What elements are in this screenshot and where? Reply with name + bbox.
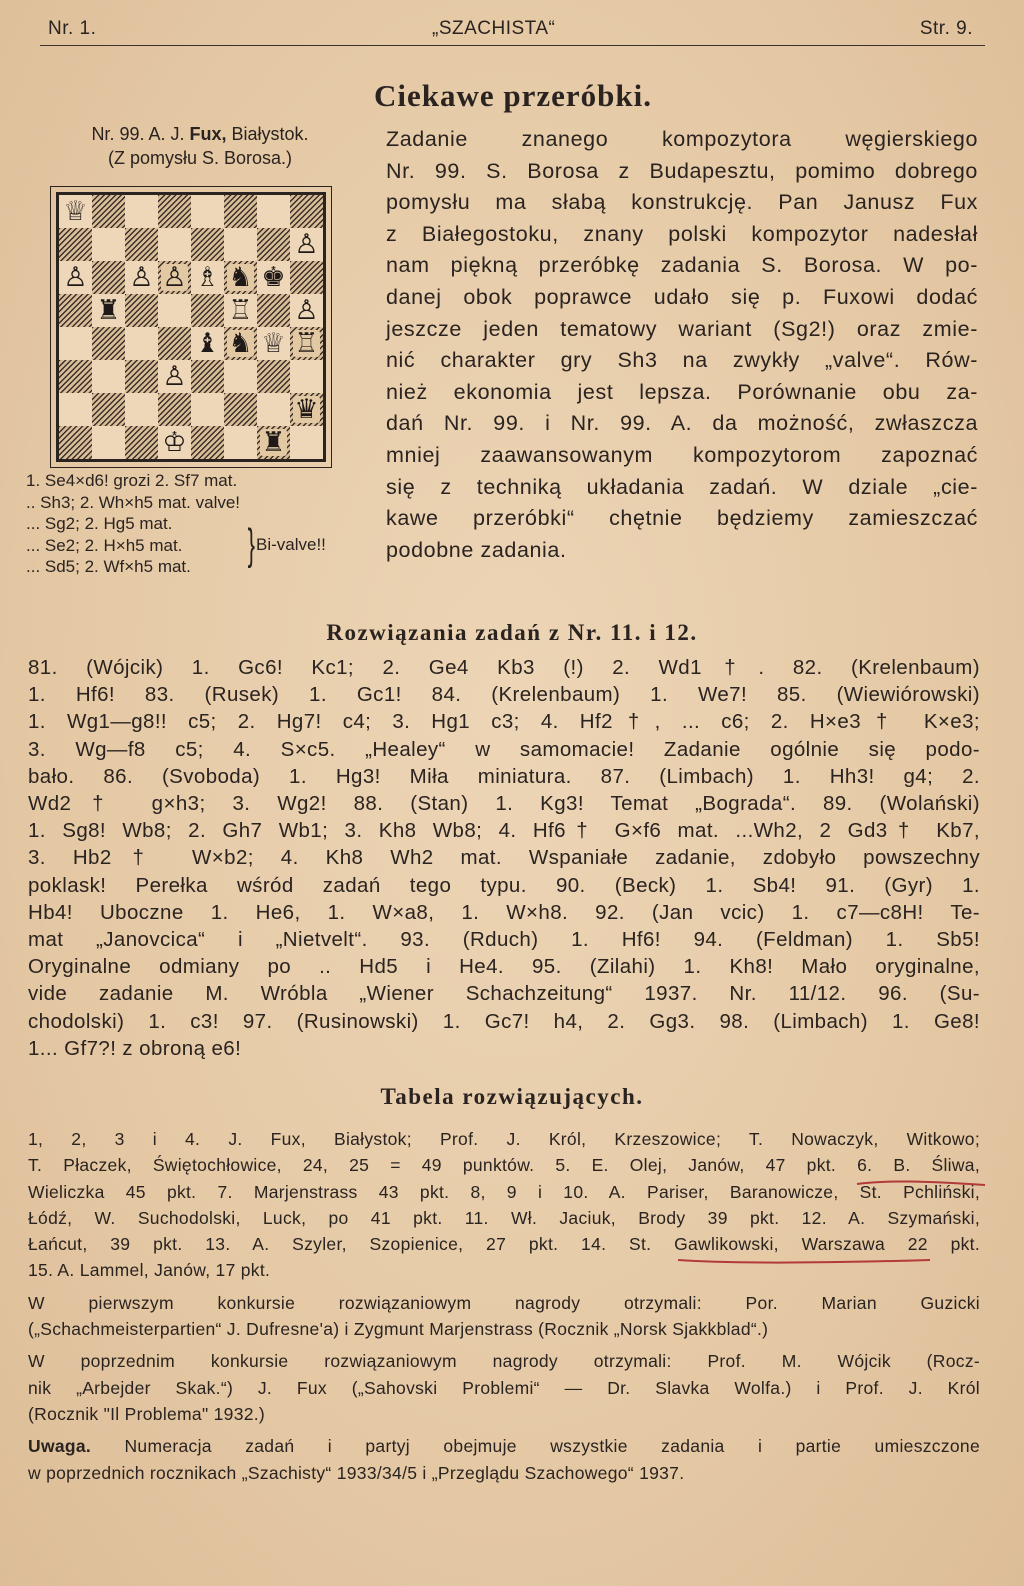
prize-line: (Rocznik "Il Problema" 1932.) (28, 1403, 266, 1424)
square-f1 (224, 426, 257, 459)
solvers-line: Łańcut, 39 pkt. 13. A. Szyler, Szopienice, 27 pkt. 14. St. Gawlikowski, Warszawa 22 pkt. (28, 1234, 980, 1255)
solutions-line: 1. Wg1—g8!! c5; 2. Hg7! c4; 3. Hg1 c3; 4. Hf2†, ... c6; 2. H×e3† K×e3; (28, 710, 980, 734)
chess-piece-icon: ♜ (96, 295, 121, 326)
square-a5 (59, 294, 92, 327)
problem-solution (26, 470, 371, 578)
solutions-line: Wd2† g×h3; 3. Wg2! 88. (Stan) 1. Kg3! Temat „Bograda“. 89. (Wolański) (28, 792, 980, 816)
square-d2 (158, 393, 191, 426)
intro-line: nam piękną przeróbkę zadania S. Borosa. W po- (386, 253, 978, 278)
prize-line: W pierwszym konkursie rozwiązaniowym nagrody otrzymali: Por. Marian Guzicki (28, 1292, 980, 1313)
square-f5 (224, 294, 257, 327)
solutions-line: 1. Hf6! 83. (Rusek) 1. Gc1! 84. (Krelenbaum) 1. We7! 85. (Wiewiórowski) (28, 683, 980, 707)
solvers-line: 15. A. Lammel, Janów, 17 pkt. (28, 1260, 271, 1281)
square-g3 (257, 360, 290, 393)
square-g2 (257, 393, 290, 426)
solutions-line: bało. 86. (Svoboda) 1. Hg3! Miła miniatura. 87. (Limbach) 1. Hh3! g4; 2. (28, 764, 980, 788)
square-h3 (290, 360, 323, 393)
solution-variation-sh3: .. Sh3; 2. Wh×h5 mat. valve! (26, 492, 241, 512)
intro-line: nież ekonomia jest lepsza. Porównanie obu za- (386, 379, 978, 404)
square-g4 (257, 327, 290, 360)
square-g5 (257, 294, 290, 327)
previous-contest-paragraph (28, 1348, 980, 1427)
first-contest-paragraph (28, 1290, 980, 1343)
square-c2 (125, 393, 158, 426)
note-line (28, 1433, 980, 1459)
square-a1 (59, 426, 92, 459)
square-d5 (158, 294, 191, 327)
square-d3 (158, 360, 191, 393)
square-c7 (125, 228, 158, 261)
note-paragraph (28, 1433, 980, 1486)
square-a8 (59, 195, 92, 228)
solutions-line: 1... Gf7?! z obroną e6! (28, 1036, 242, 1060)
square-b7 (92, 228, 125, 261)
square-e3 (191, 360, 224, 393)
square-e8 (191, 195, 224, 228)
prize-line: („Schachmeisterpartien“ J. Dufresne'a) i Zygmunt Marjenstrass (Rocznik „Norsk Sjakkblad“.) (28, 1319, 769, 1340)
square-b5 (92, 294, 125, 327)
chess-piece-icon: ♙ (162, 361, 187, 392)
square-c1 (125, 426, 158, 459)
brace-glyph: } (247, 520, 256, 569)
publication-title: „SZACHISTA“ (432, 18, 556, 39)
square-h6 (290, 261, 323, 294)
square-f8 (224, 195, 257, 228)
chess-piece-icon: ♖ (228, 295, 253, 326)
problem-number: Nr. 99. A. J. (91, 124, 185, 144)
square-c5 (125, 294, 158, 327)
square-h1 (290, 426, 323, 459)
problem-city: Białystok. (231, 124, 309, 144)
chess-piece-icon: ♝ (195, 328, 220, 359)
solvers-line: Wieliczka 45 pkt. 7. Marjenstrass 43 pkt. 8, 9 i 10. A. Pariser, Baranowicze, St. Pchliński, (28, 1181, 980, 1202)
square-d1 (158, 426, 191, 459)
chess-piece-icon: ♗ (195, 262, 220, 293)
square-g6 (257, 261, 290, 294)
chess-piece-icon: ♚ (261, 262, 286, 293)
square-a3 (59, 360, 92, 393)
solutions-line: Oryginalne odmiany po .. Hd5 i He4. 95. (Zilahi) 1. Kh8! Mało oryginalne, (28, 955, 980, 979)
intro-line: mniej zaawansowanym kompozytorom zapoznać (386, 442, 978, 467)
solvers-table-title: Tabela rozwiązujących. (380, 1084, 644, 1109)
solutions-line: 81. (Wójcik) 1. Gc6! Kc1; 2. Ge4 Kb3 (!) 2. Wd1†. 82. (Krelenbaum) (28, 656, 980, 679)
square-b1 (92, 426, 125, 459)
page-number: Str. 9. (919, 18, 973, 39)
square-e2 (191, 393, 224, 426)
square-g7 (257, 228, 290, 261)
chess-piece-icon: ♙ (63, 262, 88, 293)
solvers-line: T. Płaczek, Świętochłowice, 24, 25 = 49 punktów. 5. E. Olej, Janów, 47 pkt. 6. B. Śliwa, (28, 1155, 980, 1176)
chess-piece-icon: ♕ (63, 196, 88, 227)
chess-piece-icon: ♛ (294, 394, 319, 425)
chess-piece-icon: ♔ (162, 427, 187, 458)
intro-line: podobne zadania. (386, 537, 567, 562)
chess-piece-icon: ♙ (294, 295, 319, 326)
prize-line: W poprzednim konkursie rozwiązaniowym nagrody otrzymali: Prof. M. Wójcik (Rocz- (28, 1351, 980, 1372)
article-intro (386, 124, 978, 566)
intro-line: z Białegostoku, znany polski kompozytor nadesłał (386, 221, 978, 246)
square-g8 (257, 195, 290, 228)
square-e7 (191, 228, 224, 261)
solutions-line: poklask! Perełka wśród zadań tego typu. 90. (Beck) 1. Sb4! 91. (Gyr) 1. (28, 873, 980, 897)
solution-variation-sd5: ... Sd5; 2. Wf×h5 mat. (26, 557, 191, 576)
square-b3 (92, 360, 125, 393)
square-f2 (224, 393, 257, 426)
square-c4 (125, 327, 158, 360)
intro-line: danej obok poprawce udało się p. Fuxowi dodać (386, 284, 978, 309)
square-e1 (191, 426, 224, 459)
square-h2 (290, 393, 323, 426)
square-e4 (191, 327, 224, 360)
solutions-line: 1. Sg8! Wb8; 2. Gh7 Wb1; 3. Kh8 Wb8; 4. Hf6† G×f6 mat. ...Wh2, 2 Gd3† Kb7, (28, 819, 980, 843)
square-e6 (191, 261, 224, 294)
intro-line: kawe przeróbki“ chętnie będziemy zamieszczać (386, 506, 978, 531)
chess-diagram (56, 192, 326, 462)
square-a4 (59, 327, 92, 360)
square-c3 (125, 360, 158, 393)
solutions-line: Hb4! Uboczne 1. He6, 1. W×a8, 1. W×h8. 92. (Jan vcic) 1. c7—c8H! Te- (28, 900, 980, 924)
square-a7 (59, 228, 92, 261)
solution-key-line: 1. Se4×d6! grozi 2. Sf7 mat. (26, 471, 238, 490)
square-h4 (290, 327, 323, 360)
chess-piece-icon: ♕ (261, 328, 286, 359)
running-head (40, 18, 985, 48)
square-a6 (59, 261, 92, 294)
solvers-line: Łódź, W. Suchodolski, Luck, po 41 pkt. 11. Wł. Jaciuk, Brody 39 pkt. 12. A. Szymański, (28, 1207, 980, 1228)
intro-line: Nr. 99. S. Borosa z Budapesztu, pomimo dobrego (386, 158, 978, 183)
square-f4 (224, 327, 257, 360)
intro-line: dań Nr. 99. i Nr. 99. A. da możność, zwłaszcza (386, 411, 978, 436)
chess-piece-icon: ♙ (162, 262, 187, 293)
problem-heading (30, 122, 370, 170)
bi-valve-label: Bi-valve!! (256, 535, 326, 554)
square-b4 (92, 327, 125, 360)
square-f6 (224, 261, 257, 294)
square-d6 (158, 261, 191, 294)
intro-line: pomysłu ma słabą konstrukcję. Pan Janusz Fux (386, 190, 978, 215)
square-h7 (290, 228, 323, 261)
chess-piece-icon: ♞ (228, 328, 253, 359)
solutions-text (28, 654, 980, 1062)
article-title: Ciekawe przeróbki. (373, 78, 653, 113)
square-e5 (191, 294, 224, 327)
header-rule (40, 45, 985, 46)
problem-author: Fux, (189, 124, 227, 144)
square-d7 (158, 228, 191, 261)
solutions-title: Rozwiązania zadań z Nr. 11. i 12. (326, 620, 698, 645)
solution-variation-sg2: ... Sg2; 2. Hg5 mat. (26, 514, 173, 533)
solvers-table-text (28, 1126, 980, 1492)
solvers-line: 1, 2, 3 i 4. J. Fux, Białystok; Prof. J. Król, Krzeszowice; T. Nowaczyk, Witkowo; (28, 1129, 980, 1149)
pencil-underline (676, 1256, 932, 1266)
square-d4 (158, 327, 191, 360)
solutions-line: 3. Hb2† W×b2; 4. Kh8 Wh2 mat. Wspaniałe zadanie, zdobyło powszechny (28, 846, 980, 870)
square-h5 (290, 294, 323, 327)
chess-piece-icon: ♞ (228, 262, 253, 293)
chess-piece-icon: ♜ (261, 427, 286, 458)
note-line: w poprzednich rocznikach „Szachisty“ 1933/34/5 i „Przeglądu Szachowego“ 1937. (28, 1462, 685, 1483)
square-f3 (224, 360, 257, 393)
square-a2 (59, 393, 92, 426)
note-label: Uwaga. (28, 1436, 92, 1457)
intro-line: Zadanie znanego kompozytora węgierskiego (386, 127, 978, 151)
square-d8 (158, 195, 191, 228)
chess-piece-icon: ♙ (129, 262, 154, 293)
pencil-underline (855, 1178, 987, 1188)
prize-line: nik „Arbejder Skak.“) J. Fux („Sahovski Problemi“ — Dr. Slavka Wolfa.) i Prof. J. Król (28, 1377, 980, 1398)
solutions-line: mat „Janovcica“ i „Nietvelt“. 93. (Rduch) 1. Hf6! 94. (Feldman) 1. Sb5! (28, 928, 980, 952)
bi-valve-group (26, 513, 371, 578)
problem-source: (Z pomysłu S. Borosa.) (107, 148, 293, 168)
square-b2 (92, 393, 125, 426)
solutions-line: chodolski) 1. c3! 97. (Rusinowski) 1. Gc7! h4, 2. Gg3. 98. (Limbach) 1. Ge8! (28, 1009, 980, 1033)
issue-number: Nr. 1. (48, 18, 97, 39)
intro-line: nić charakter gry Sh3 na zwykły „valve“. Rów- (386, 348, 978, 373)
solutions-line: 3. Wg—f8 c5; 4. S×c5. „Healey“ w samomacie! Zadanie ogólnie się podo- (28, 737, 980, 761)
square-h8 (290, 195, 323, 228)
intro-line: się z techniką układania zadań. W dziale „cie- (386, 474, 978, 499)
square-g1 (257, 426, 290, 459)
square-b8 (92, 195, 125, 228)
note-text: Numeracja zadań i partyj obejmuje wszystkie zadania i partie umieszczone (124, 1436, 980, 1457)
square-f7 (224, 228, 257, 261)
chess-piece-icon: ♙ (294, 229, 319, 260)
square-c8 (125, 195, 158, 228)
square-b6 (92, 261, 125, 294)
intro-line: jeszcze jeden tematowy wariant (Sg2!) oraz zmie- (386, 316, 978, 341)
solution-variation-se2: ... Se2; 2. H×h5 mat. (26, 535, 183, 555)
square-c6 (125, 261, 158, 294)
chess-piece-icon: ♖ (294, 328, 319, 359)
solutions-line: vide zadanie M. Wróbla „Wiener Schachzeitung“ 1937. Nr. 11/12. 96. (Su- (28, 982, 980, 1006)
problem-heading-line1 (30, 122, 370, 146)
